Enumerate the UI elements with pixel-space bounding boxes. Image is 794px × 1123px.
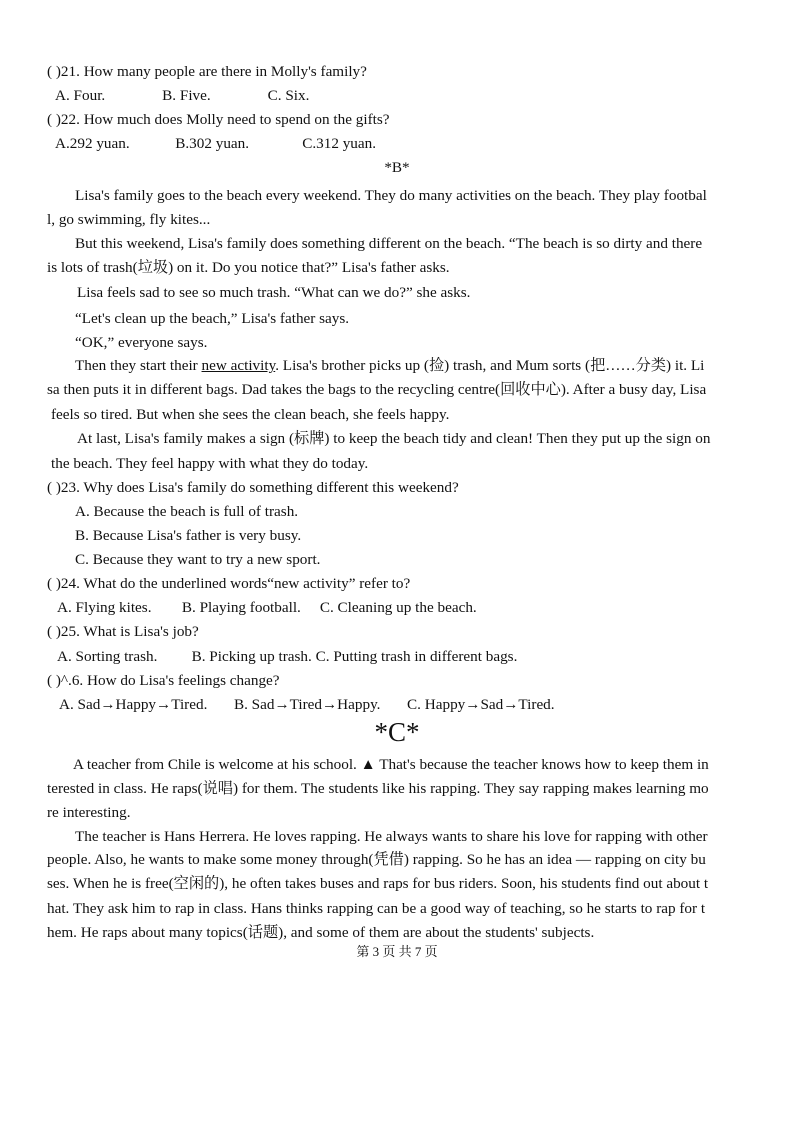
section-c-heading: *C* — [374, 717, 420, 747]
passage-c-line: A teacher from Chile is welcome at his school. ▲ That's because the teacher knows how to keep them in — [73, 756, 709, 773]
passage-b-line: “Let's clean up the beach,” Lisa's father says. — [75, 310, 350, 327]
passage-c-line: re interesting. — [47, 804, 131, 821]
passage-b-line: But this weekend, Lisa's family does something different on the beach. “The beach is so dirty and there — [75, 235, 703, 252]
q22-options: A.292 yuan. B.302 yuan. C.312 yuan. — [55, 135, 377, 152]
q21-stem: ( )21. How many people are there in Molly's family? — [47, 63, 367, 80]
passage-c-line: hat. They ask him to rap in class. Hans thinks rapping can be a good way of teaching, so he starts to rap for t — [47, 900, 706, 917]
q26-options: A. Sad→Happy→Tired. B. Sad→Tired→Happy. C. Happy→Sad→Tired. — [59, 696, 555, 713]
q25-stem: ( )25. What is Lisa's job? — [47, 623, 199, 640]
passage-c-line: hem. He raps about many topics(话题), and some of them are about the students' subjects. — [47, 924, 595, 941]
passage-c-line: ses. When he is free(空闲的), he often takes buses and raps for bus riders. Soon, his students find out about t — [47, 875, 709, 892]
passage-c-line: people. Also, he wants to make some money through(凭借) rapping. So he has an idea — rapping on city bu — [47, 851, 706, 868]
q23-option-c: C. Because they want to try a new sport. — [75, 551, 321, 568]
passage-b-line: l, go swimming, fly kites... — [47, 211, 211, 228]
q23-stem: ( )23. Why does Lisa's family do something different this weekend? — [47, 479, 459, 496]
passage-c-line: terested in class. He raps(说唱) for them. The students like his rapping. They say rapping makes learning mo — [47, 780, 709, 797]
q26-stem: ( )^.6. How do Lisa's feelings change? — [47, 672, 280, 689]
passage-b-line: Lisa feels sad to see so much trash. “What can we do?” she asks. — [77, 284, 471, 301]
passage-b-line: the beach. They feel happy with what they do today. — [51, 455, 369, 472]
q23-option-b: B. Because Lisa's father is very busy. — [75, 527, 302, 544]
page-number: 第 3 页 共 7 页 — [356, 944, 438, 959]
passage-b-line: sa then puts it in different bags. Dad takes the bags to the recycling centre(回收中心). After a busy day, Lisa — [47, 381, 707, 398]
q24-options: A. Flying kites. B. Playing football. C. Cleaning up the beach. — [57, 599, 477, 616]
passage-b-line: “OK,” everyone says. — [75, 334, 208, 351]
passage-b-line: At last, Lisa's family makes a sign (标牌) to keep the beach tidy and clean! Then they put up the sign on — [77, 430, 711, 447]
underlined-new-activity: new activity — [201, 357, 276, 374]
q22-stem: ( )22. How much does Molly need to spend on the gifts? — [47, 111, 390, 128]
q24-stem: ( )24. What do the underlined words“new activity” refer to? — [47, 575, 411, 592]
q23-option-a: A. Because the beach is full of trash. — [75, 503, 299, 520]
q21-options: A. Four. B. Five. C. Six. — [55, 87, 310, 104]
q25-options: A. Sorting trash. B. Picking up trash. C. Putting trash in different bags. — [57, 648, 518, 665]
passage-b-text: . Lisa's brother picks up (捡) trash, and Mum sorts (把……分类) it. Li — [275, 357, 705, 374]
passage-c-line: The teacher is Hans Herrera. He loves rapping. He always wants to share his love for rapping with other — [75, 828, 708, 845]
passage-b-line: feels so tired. But when she sees the clean beach, she feels happy. — [51, 406, 450, 423]
passage-b-line — [75, 358, 704, 373]
passage-b-text: Then they start their — [75, 357, 202, 374]
passage-b-line: is lots of trash(垃圾) on it. Do you notice that?” Lisa's father asks. — [47, 259, 450, 276]
section-b-heading: *B* — [384, 159, 410, 176]
passage-b-line: Lisa's family goes to the beach every weekend. They do many activities on the beach. They play footbal — [75, 187, 707, 204]
